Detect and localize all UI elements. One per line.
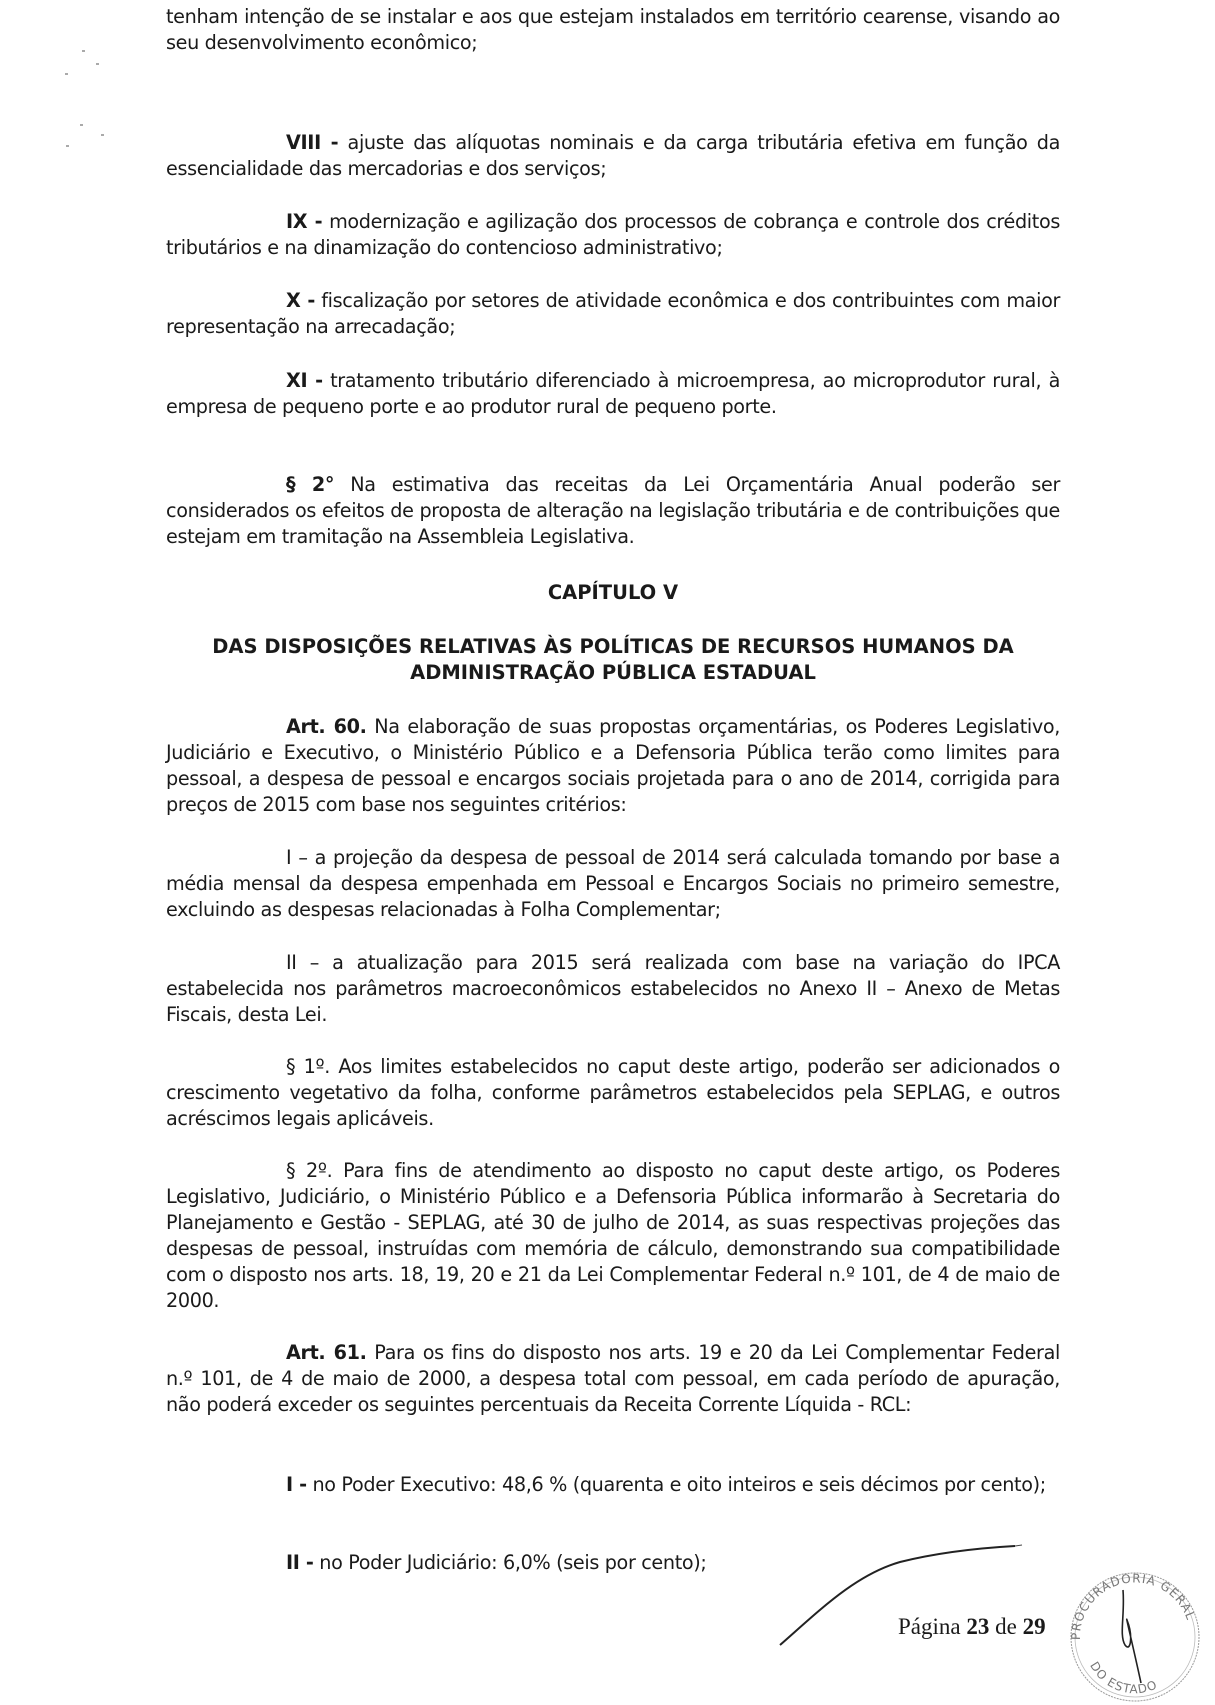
item-label: XI - xyxy=(286,369,323,392)
article-60-paragraph-2: § 2º. Para fins de atendimento ao disposto no caput deste artigo, os Poderes Legislativo, Judiciário, o Ministério Público e a Defensoria Pública informarão à Secretaria do Planejamento e Gestão - SEPLAG, até 30 de julho de 2014, as suas respectivas projeções das despesas de pessoal, instruídas com memória de cálculo, demonstrando sua compatibilidade com o disposto nos arts. 18, 19, 20 e 21 da Lei Complementar Federal n.º 101, de 4 de maio de 2000. xyxy=(166,1159,1060,1312)
chapter-subtitle-line2: ADMINISTRAÇÃO PÚBLICA ESTADUAL xyxy=(410,661,816,684)
item-label: IX - xyxy=(286,210,323,233)
item-label: II - xyxy=(286,1551,314,1574)
item-text: ajuste das alíquotas nominais e da carga tributária efetiva em função da essencialidade das mercadorias e dos serviços; xyxy=(166,131,1060,180)
paragraph-2 xyxy=(166,472,1060,550)
official-seal-icon xyxy=(1055,1565,1210,1705)
item-x xyxy=(166,288,1060,340)
svg-text:PROCURADORIA GERAL xyxy=(1069,1571,1198,1640)
scan-speck xyxy=(96,63,99,65)
svg-text:DO ESTADO xyxy=(1087,1659,1159,1696)
page-number xyxy=(898,1614,1046,1640)
article-61 xyxy=(166,1340,1060,1418)
article-text: Na elaboração de suas propostas orçamentárias, os Poderes Legislativo, Judiciário e Executivo, o Ministério Público e a Defensoria Pública terão como limites para pessoal, a despesa de pessoal e encargos sociais projetada para o ano de 2014, corrigida para preços de 2015 com base nos seguintes critérios: xyxy=(166,715,1060,816)
item-text: modernização e agilização dos processos de cobrança e controle dos créditos tributários e na dinamização do contencioso administrativo; xyxy=(166,210,1060,259)
scan-speck xyxy=(101,134,104,136)
paragraph-text: Na estimativa das receitas da Lei Orçamentária Anual poderão ser considerados os efeitos de proposta de alteração na legislação tributária e de contribuições que estejam em tramitação na Assembleia Legislativa. xyxy=(166,473,1060,548)
article-60-item-ii: II – a atualização para 2015 será realizada com base na variação do IPCA estabelecida nos parâmetros macroeconômicos estabelecidos no Anexo II – Anexo de Metas Fiscais, desta Lei. xyxy=(166,951,1060,1026)
stamp-text-top: PROCURADORIA GERAL xyxy=(1068,1571,1198,1641)
article-60-paragraph-1: § 1º. Aos limites estabelecidos no caput deste artigo, poderão ser adicionados o crescimento vegetativo da folha, conforme parâmetros estabelecidos pela SEPLAG, e outros acréscimos legais aplicáveis. xyxy=(166,1055,1060,1130)
paragraph-label: § 2° xyxy=(286,473,335,496)
item-text: no Poder Judiciário: 6,0% (seis por cento); xyxy=(313,1551,707,1574)
item-viii xyxy=(166,130,1060,182)
scan-speck xyxy=(66,145,69,147)
scan-speck xyxy=(82,50,85,52)
article-label: Art. 61. xyxy=(286,1341,367,1364)
stamp-text-bottom: DO ESTADO xyxy=(1087,1659,1160,1697)
chapter-title: CAPÍTULO V xyxy=(547,581,679,604)
paragraph-continuation: tenham intenção de se instalar e aos que estejam instalados em território cearense, visando ao seu desenvolvimento econômico; xyxy=(166,5,1060,54)
scan-speck xyxy=(80,124,83,126)
article-text: Para os fins do disposto nos arts. 19 e 20 da Lei Complementar Federal n.º 101, de 4 de maio de 2000, a despesa total com pessoal, em cada período de apuração, não poderá exceder os seguintes percentuais da Receita Corrente Líquida - RCL: xyxy=(166,1341,1060,1416)
article-61-item-i xyxy=(166,1472,1060,1498)
item-ix xyxy=(166,209,1060,261)
page-prefix: Página xyxy=(898,1614,967,1639)
scan-speck xyxy=(65,73,68,75)
current-page: 23 xyxy=(966,1614,990,1639)
page-separator: de xyxy=(989,1614,1023,1639)
item-label: I - xyxy=(286,1473,307,1496)
item-label: X - xyxy=(286,289,315,312)
item-label: VIII - xyxy=(286,131,339,154)
item-text: fiscalização por setores de atividade econômica e dos contribuintes com maior representação na arrecadação; xyxy=(166,289,1060,338)
item-xi xyxy=(166,368,1060,420)
item-text: no Poder Executivo: 48,6 % (quarenta e oito inteiros e seis décimos por cento); xyxy=(306,1473,1046,1496)
article-60 xyxy=(166,714,1060,818)
chapter-subtitle-line1: DAS DISPOSIÇÕES RELATIVAS ÀS POLÍTICAS DE RECURSOS HUMANOS DA xyxy=(212,635,1014,658)
item-text: tratamento tributário diferenciado à microempresa, ao microprodutor rural, à empresa de pequeno porte e ao produtor rural de pequeno porte. xyxy=(166,369,1060,418)
article-label: Art. 60. xyxy=(286,715,367,738)
total-pages: 29 xyxy=(1022,1614,1046,1639)
article-60-item-i: I – a projeção da despesa de pessoal de 2014 será calculada tomando por base a média mensal da despesa empenhada em Pessoal e Encargos Sociais no primeiro semestre, excluindo as despesas relacionadas à Folha Complementar; xyxy=(166,846,1060,921)
